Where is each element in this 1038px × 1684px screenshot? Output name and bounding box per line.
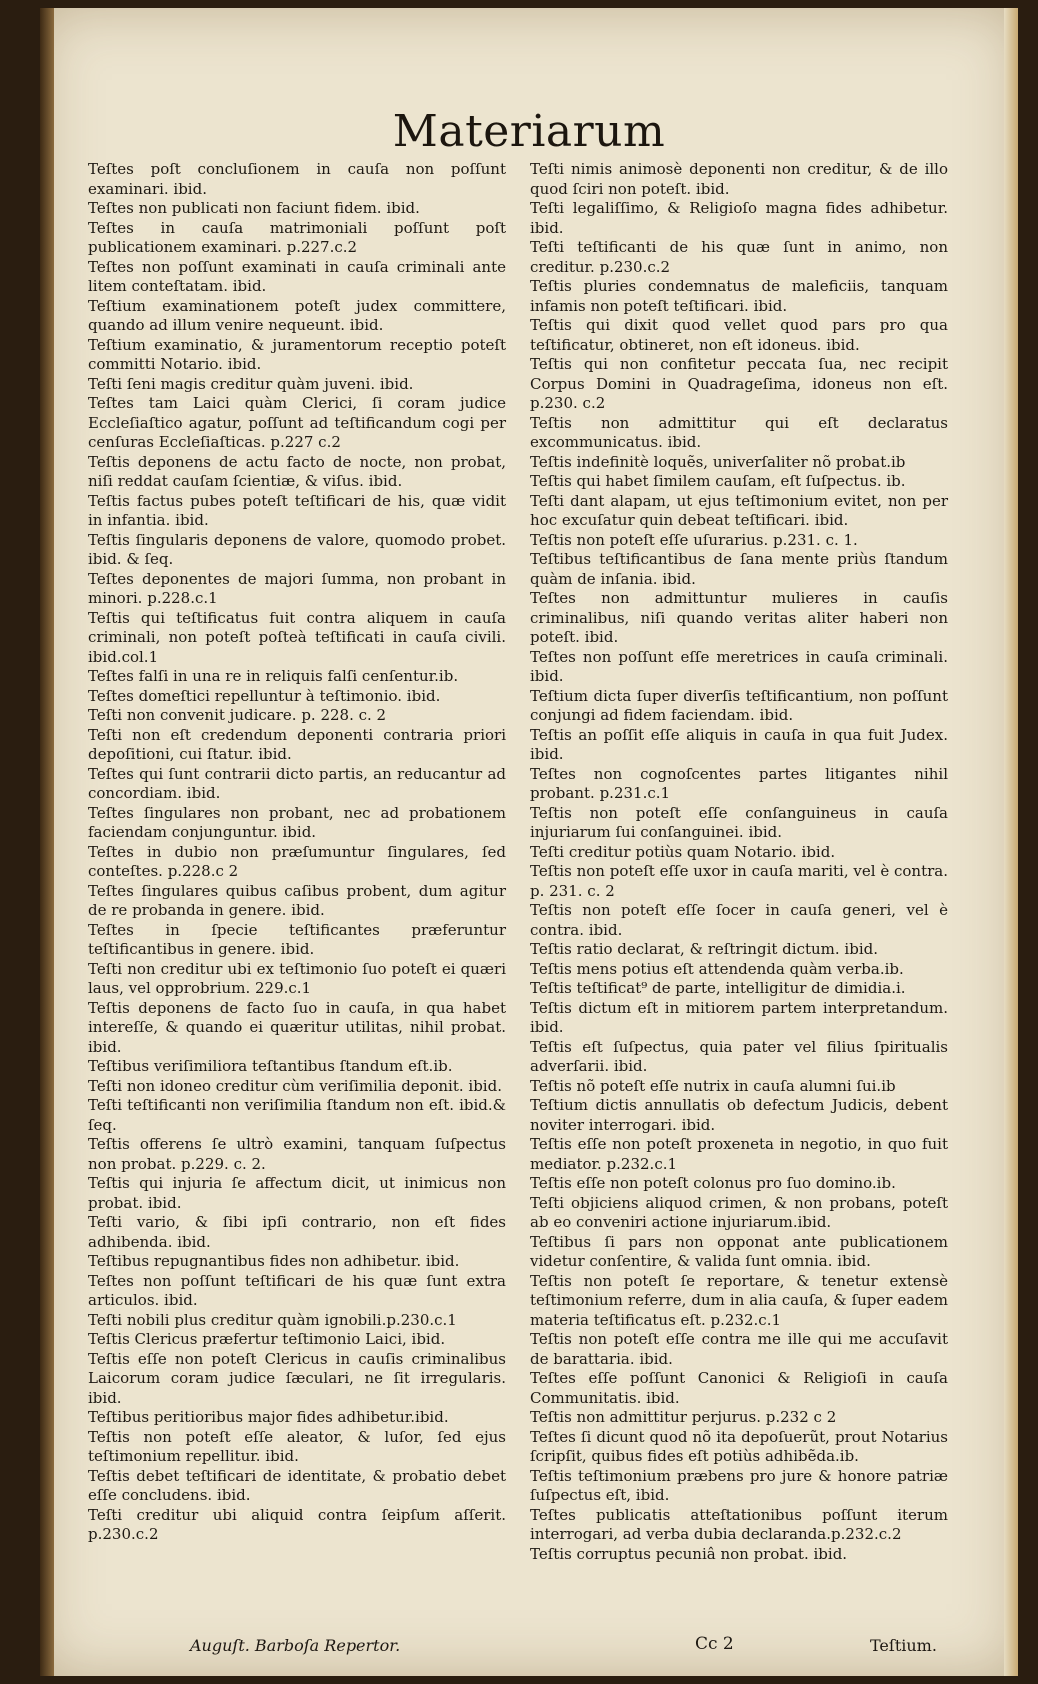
index-entry: Teſtis deponens de facto ſuo in cauſa, in qua habet intereſſe, & quando ei quæritur utilitas, nihil probat. ibid. — [88, 998, 506, 1056]
index-entry: Teſti dant alapam, ut ejus teſtimonium evitet, non per hoc excuſatur quin debeat teſtificari. ibid. — [530, 491, 948, 529]
index-entry: Teſtis mens potius eſt attendenda quàm verba.ib. — [530, 959, 904, 978]
index-entry: Teſtis qui non confitetur peccata ſua, nec recipit Corpus Domini in Quadrageſima, idoneus non eſt. p.230. c.2 — [530, 355, 948, 412]
index-entry: Teſtis an poſſit eſſe aliquis in cauſa in qua fuit Judex. ibid. — [530, 725, 948, 763]
index-entry: Teſti non eſt credendum deponenti contraria priori depoſitioni, cui ſtatur. ibid. — [88, 725, 506, 763]
index-entry: Teſtes publicatis atteſtationibus poſſunt iterum interrogari, ad verba dubia declaranda.p.232.c.2 — [530, 1505, 948, 1543]
index-entry: Teſtes in cauſa matrimoniali poſſunt poſt publicationem examinari. p.227.c.2 — [88, 218, 506, 256]
index-entry: Teſti nimis animosè deponenti non creditur, & de illo quod ſciri non poteſt. ibid. — [530, 160, 948, 198]
index-entry: Teſtis non poteſt eſſe contra me ille qui me accuſavit de barattaria. ibid. — [530, 1330, 948, 1368]
index-entry: Teſtis nõ poteſt eſſe nutrix in cauſa alumni ſui.ib — [530, 1076, 896, 1095]
index-entry: Teſtes poſt concluſionem in cauſa non poſſunt examinari. ibid. — [88, 160, 506, 198]
index-entry: Teſtis qui habet ſimilem cauſam, eſt ſuſpectus. ib. — [530, 472, 906, 490]
index-entry: Teſtis debet teſtificari de identitate, & probatio debet eſſe concludens. ibid. — [88, 1466, 506, 1504]
page-title: Materiarum — [392, 106, 666, 157]
index-entry: Teſtibus veriſimiliora teſtantibus ſtandum eſt.ib. — [88, 1057, 453, 1075]
index-entry: Teſti nobili plus creditur quàm ignobili.p.230.c.1 — [88, 1310, 457, 1329]
index-entry: Teſtes non poſſunt examinati in cauſa criminali ante litem conteſtatam. ibid. — [88, 257, 506, 295]
index-entry: Teſtes in dubio non præſumuntur ſingulares, ſed conteſtes. p.228.c 2 — [88, 842, 506, 880]
index-entry: Teſtis indefinitè loquẽs, univerſaliter nõ probat.ib — [530, 452, 906, 471]
index-entry: Teſtium examinatio, & juramentorum receptio poteſt committi Notario. ibid. — [88, 335, 506, 373]
index-entry: Teſtis pluries condemnatus de maleficiis, tanquam infamis non poteſt teſtificari. ibid. — [530, 277, 948, 315]
index-entry: Teſtis ſingularis deponens de valore, quomodo probet. ibid. & ſeq. — [88, 530, 506, 568]
index-entry: Teſtium dicta ſuper diverſis teſtificantium, non poſſunt conjungi ad fidem faciendam. ibid. — [530, 686, 948, 724]
left-column — [88, 160, 506, 1545]
index-entry: Teſtis non admittitur qui eſt declaratus excommunicatus. ibid. — [530, 413, 948, 451]
index-entry: Teſtis dictum eſt in mitiorem partem interpretandum. ibid. — [530, 998, 948, 1036]
index-entry: Teſtis eſſe non poteſt Clericus in cauſis criminalibus Laicorum coram judice ſæculari, ne ſit irregularis. ibid. — [88, 1349, 506, 1407]
index-entry: Teſtis qui injuria ſe affectum dicit, ut inimicus non probat. ibid. — [88, 1174, 506, 1212]
index-entry: Teſtis non poteſt eſſe aleator, & luſor, ſed ejus teſtimonium repellitur. ibid. — [88, 1427, 506, 1465]
index-entry: Teſtibus peritioribus major fides adhibetur.ibid. — [88, 1408, 449, 1426]
index-entry: Teſtis qui teſtificatus fuit contra aliquem in cauſa criminali, non poteſt poſteà teſtificati in cauſa civili. ibid.col.1 — [88, 608, 506, 666]
index-entry: Teſtis non poteſt eſſe ſocer in cauſa generi, vel è contra. ibid. — [530, 901, 948, 939]
index-entry: Teſti non idoneo creditur cùm veriſimilia deponit. ibid. — [88, 1076, 502, 1095]
index-entry: Teſtes tam Laici quàm Clerici, ſi coram judice Eccleſiaſtico agatur, poſſunt ad teſtificandum cogi per cenſuras Eccleſiaſticas. p.227 c.2 — [88, 394, 506, 451]
index-entry: Teſtis non admittitur perjurus. p.232 c 2 — [530, 1408, 837, 1426]
index-entry: Teſtis eſſe non poteſt colonus pro ſuo domino.ib. — [530, 1174, 896, 1192]
index-entry: Teſtis offerens ſe ultrò examini, tanquam ſuſpectus non probat. p.229. c. 2. — [88, 1135, 506, 1173]
index-entry: Teſti vario, & ſibi ipſi contrario, non eſt fides adhibenda. ibid. — [88, 1213, 506, 1251]
index-entry: Teſtes qui ſunt contrarii dicto partis, an reducantur ad concordiam. ibid. — [88, 764, 506, 802]
index-entry: Teſtes falſi in una re in reliquis falſi cenſentur.ib. — [88, 667, 459, 685]
index-entry: Teſtibus teſtificantibus de ſana mente priùs ſtandum quàm de inſania. ibid. — [530, 550, 948, 588]
index-entry: Teſtes non publicati non faciunt fidem. ibid. — [88, 199, 420, 217]
index-entry: Teſtibus repugnantibus fides non adhibetur. ibid. — [88, 1252, 460, 1270]
index-entry: Teſtis corruptus pecuniâ non probat. ibid. — [530, 1544, 848, 1563]
index-entry: Teſtis Clericus præfertur teſtimonio Laici, ibid. — [88, 1330, 446, 1348]
index-entry: Teſti legaliſſimo, & Religioſo magna fides adhibetur. ibid. — [530, 199, 948, 237]
index-entry: Teſtes ſi dicunt quod nõ ita depoſuerũt, prout Notarius ſcripſit, quibus fides eſt potiùs adhibẽda.ib. — [530, 1427, 948, 1465]
index-entry: Teſti non creditur ubi ex teſtimonio ſuo poteſt ei quæri laus, vel opprobrium. 229.c.1 — [88, 959, 506, 997]
index-entry: Teſtis non poteſt ſe reportare, & tenetur extensè teſtimonium referre, dum in alia cauſa, & ſuper eadem materia teſtificatus eſt. p.232.c.1 — [530, 1271, 948, 1329]
index-entry: Teſtium dictis annullatis ob defectum Judicis, debent noviter interrogari. ibid. — [530, 1096, 948, 1134]
index-entry: Teſtes domeſtici repelluntur à teſtimonio. ibid. — [88, 686, 441, 705]
index-entry: Teſti teſtificanti de his quæ ſunt in animo, non creditur. p.230.c.2 — [530, 238, 948, 276]
signature-mark: Cc 2 — [695, 1634, 734, 1654]
index-entry: Teſtes eſſe poſſunt Canonici & Religioſi in cauſa Communitatis. ibid. — [530, 1369, 948, 1407]
index-entry: Teſtes non poſſunt teſtificari de his quæ ſunt extra articulos. ibid. — [88, 1271, 506, 1309]
index-entry: Teſtes non admittuntur mulieres in cauſis criminalibus, niſi quando veritas aliter haberi non poteſt. ibid. — [530, 589, 948, 646]
index-entry: Teſtibus ſi pars non opponat ante publicationem videtur conſentire, & valida ſunt omnia. ibid. — [530, 1232, 948, 1270]
index-entry: Teſtes ſingulares quibus caſibus probent, dum agitur de re probanda in genere. ibid. — [88, 881, 506, 919]
index-entry: Teſtis teſtimonium præbens pro jure & honore patriæ ſuſpectus eſt, ibid. — [530, 1466, 948, 1504]
index-entry: Teſtis non poteſt eſſe uſurarius. p.231. c. 1. — [530, 530, 858, 549]
index-entry: Teſti non convenit judicare. p. 228. c. 2 — [88, 706, 387, 724]
index-entry: Teſti objiciens aliquod crimen, & non probans, poteſt ab eo conveniri actione injuriarum.ibid. — [530, 1193, 948, 1231]
index-entry: Teſti creditur ubi aliquid contra ſeipſum aſſerit. p.230.c.2 — [88, 1505, 506, 1543]
index-entry: Teſtis non poteſt eſſe conſanguineus in cauſa injuriarum ſui conſanguinei. ibid. — [530, 803, 948, 841]
right-column — [530, 160, 948, 1564]
index-entry: Teſti creditur potiùs quam Notario. ibid. — [530, 842, 836, 861]
index-entry: Teſtis deponens de actu facto de nocte, non probat, niſi reddat cauſam ſcientiæ, & viſus. ibid. — [88, 452, 506, 490]
index-entry: Teſtis ratio declarat, & reſtringit dictum. ibid. — [530, 940, 878, 958]
page-edge — [1004, 8, 1018, 1676]
index-entry: Teſtis eſſe non poteſt proxeneta in negotio, in quo fuit mediator. p.232.c.1 — [530, 1135, 948, 1173]
index-entry: Teſtis teſtificat⁹ de parte, intelligitur de dimidia.i. — [530, 979, 906, 997]
index-entry: Teſtes non poſſunt eſſe meretrices in cauſa criminali. ibid. — [530, 647, 948, 685]
book-binding — [40, 8, 54, 1676]
footer-author: Auguſt. Barboſa Repertor. — [190, 1636, 401, 1655]
index-entry: Teſtes non cognoſcentes partes litigantes nihil probant. p.231.c.1 — [530, 764, 948, 802]
index-entry: Teſti ſeni magis creditur quàm juveni. ibid. — [88, 374, 414, 393]
index-entry: Teſtis factus pubes poteſt teſtificari de his, quæ vidit in infantia. ibid. — [88, 491, 506, 529]
index-entry: Teſtis qui dixit quod vellet quod pars pro qua teſtificatur, obtineret, non eſt idoneus. ibid. — [530, 316, 948, 354]
index-entry: Teſtis non poteſt eſſe uxor in cauſa mariti, vel è contra. p. 231. c. 2 — [530, 862, 948, 900]
index-entry: Teſtes in ſpecie teſtificantes præferuntur teſtificantibus in genere. ibid. — [88, 920, 506, 958]
index-entry: Teſtis eſt ſuſpectus, quia pater vel filius ſpiritualis adverſarii. ibid. — [530, 1037, 948, 1075]
catchword: Teſtium. — [870, 1636, 937, 1655]
index-entry: Teſti teſtificanti non veriſimilia ſtandum non eſt. ibid.& ſeq. — [88, 1096, 506, 1134]
index-entry: Teſtes deponentes de majori ſumma, non probant in minori. p.228.c.1 — [88, 569, 506, 607]
index-entry: Teſtes ſingulares non probant, nec ad probationem faciendam conjunguntur. ibid. — [88, 803, 506, 841]
book-page — [40, 8, 1018, 1676]
index-entry: Teſtium examinationem poteſt judex committere, quando ad illum venire nequeunt. ibid. — [88, 296, 506, 334]
